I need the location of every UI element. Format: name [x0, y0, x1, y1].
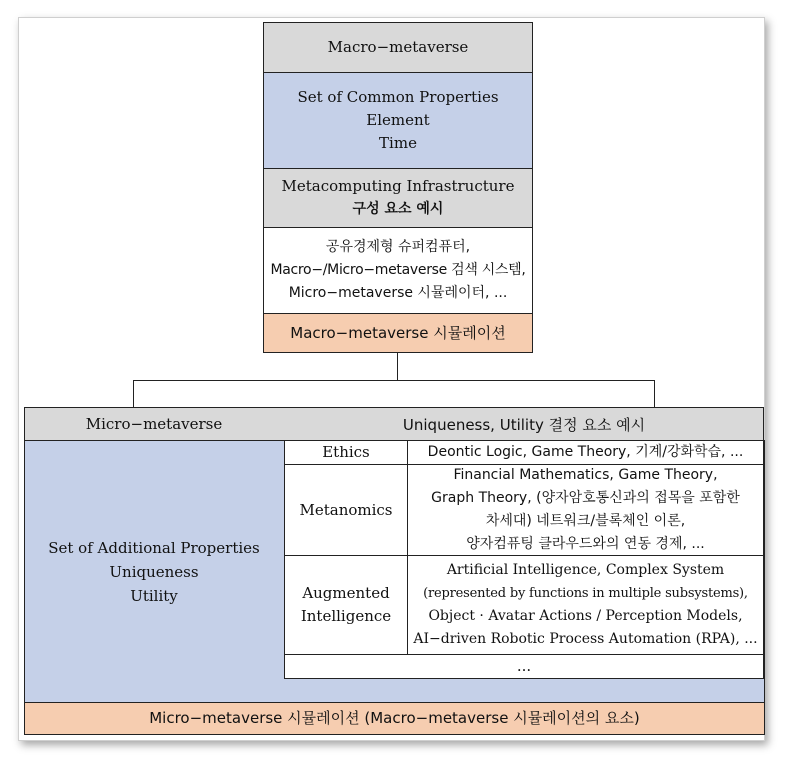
- micro-simulation-text: Micro−metaverse 시뮬레이션 (Macro−metaverse 시뮬레이션의 요소): [149, 709, 640, 727]
- common-properties-line-2: Element: [366, 111, 430, 129]
- micro-metaverse-title: [24, 407, 284, 441]
- infra-line-1: Metacomputing Infrastructure: [281, 177, 515, 195]
- infra-examples-box: [263, 227, 533, 314]
- metanomics-examples: [407, 464, 764, 556]
- connector-stem: [397, 353, 398, 380]
- common-properties-line-1: Set of Common Properties: [297, 88, 499, 106]
- ethics-example-1: Deontic Logic, Game Theory, 기계/강화학습, ...: [427, 444, 744, 460]
- ethics-label-text: Ethics: [322, 443, 370, 461]
- infra-example-1: 공유경제형 슈퍼컴퓨터,: [325, 239, 471, 255]
- metanomics-example-2: Graph Theory, (양자암호통신과의 접목을 포함한: [431, 490, 740, 506]
- metanomics-label-text: Metanomics: [299, 500, 393, 519]
- micro-title-text: Micro−metaverse: [85, 415, 223, 433]
- augmented-intelligence-label: [284, 555, 408, 655]
- ellipsis-text: ...: [516, 657, 532, 675]
- ethics-examples: [407, 440, 764, 465]
- metanomics-example-1: Financial Mathematics, Game Theory,: [453, 467, 718, 483]
- augmented-label-line-1: Augmented: [302, 584, 390, 602]
- additional-line-2: Uniqueness: [109, 562, 199, 581]
- additional-line-3: Utility: [130, 586, 178, 605]
- macro-title-text: Macro−metaverse: [327, 38, 469, 56]
- header-right-text: Uniqueness, Utility 결정 요소 예시: [402, 415, 646, 434]
- uniqueness-utility-header: [284, 407, 764, 441]
- additional-line-1: Set of Additional Properties: [48, 538, 260, 557]
- ethics-label: [284, 440, 408, 465]
- connector-right-drop: [654, 380, 655, 408]
- connector-left-drop: [133, 380, 134, 408]
- augmented-example-1: Artificial Intelligence, Complex System: [446, 562, 725, 578]
- macro-simulation-text: Macro−metaverse 시뮬레이션: [290, 323, 506, 342]
- infra-example-2: Macro−/Micro−metaverse 검색 시스템,: [270, 262, 526, 278]
- augmented-intelligence-examples: [407, 555, 764, 655]
- metanomics-example-3: 차세대) 네트워크/블록체인 이론,: [485, 513, 686, 529]
- infra-line-2: 구성 요소 예시: [352, 201, 444, 217]
- ellipsis-row: [284, 654, 764, 679]
- micro-simulation-box: [24, 702, 765, 735]
- augmented-example-2: (represented by functions in multiple subsystems),: [423, 586, 748, 601]
- metanomics-label: [284, 464, 408, 556]
- macro-simulation-box: [263, 313, 533, 353]
- augmented-example-4: AI−driven Robotic Process Automation (RPA), ...: [413, 631, 758, 647]
- infra-example-3: Micro−metaverse 시뮬레이터, ...: [288, 285, 508, 301]
- metanomics-example-4: 양자컴퓨팅 클라우드와의 연동 경제, ...: [466, 536, 705, 552]
- common-properties-box: [263, 72, 533, 169]
- additional-properties-text: [24, 440, 284, 703]
- augmented-label-line-2: Intelligence: [300, 607, 392, 625]
- macro-metaverse-title: [263, 22, 533, 73]
- common-properties-line-3: Time: [379, 134, 417, 152]
- connector-bar: [133, 380, 654, 381]
- metacomputing-infrastructure-box: [263, 168, 533, 228]
- augmented-example-3: Object · Avatar Actions / Perception Models,: [428, 608, 743, 624]
